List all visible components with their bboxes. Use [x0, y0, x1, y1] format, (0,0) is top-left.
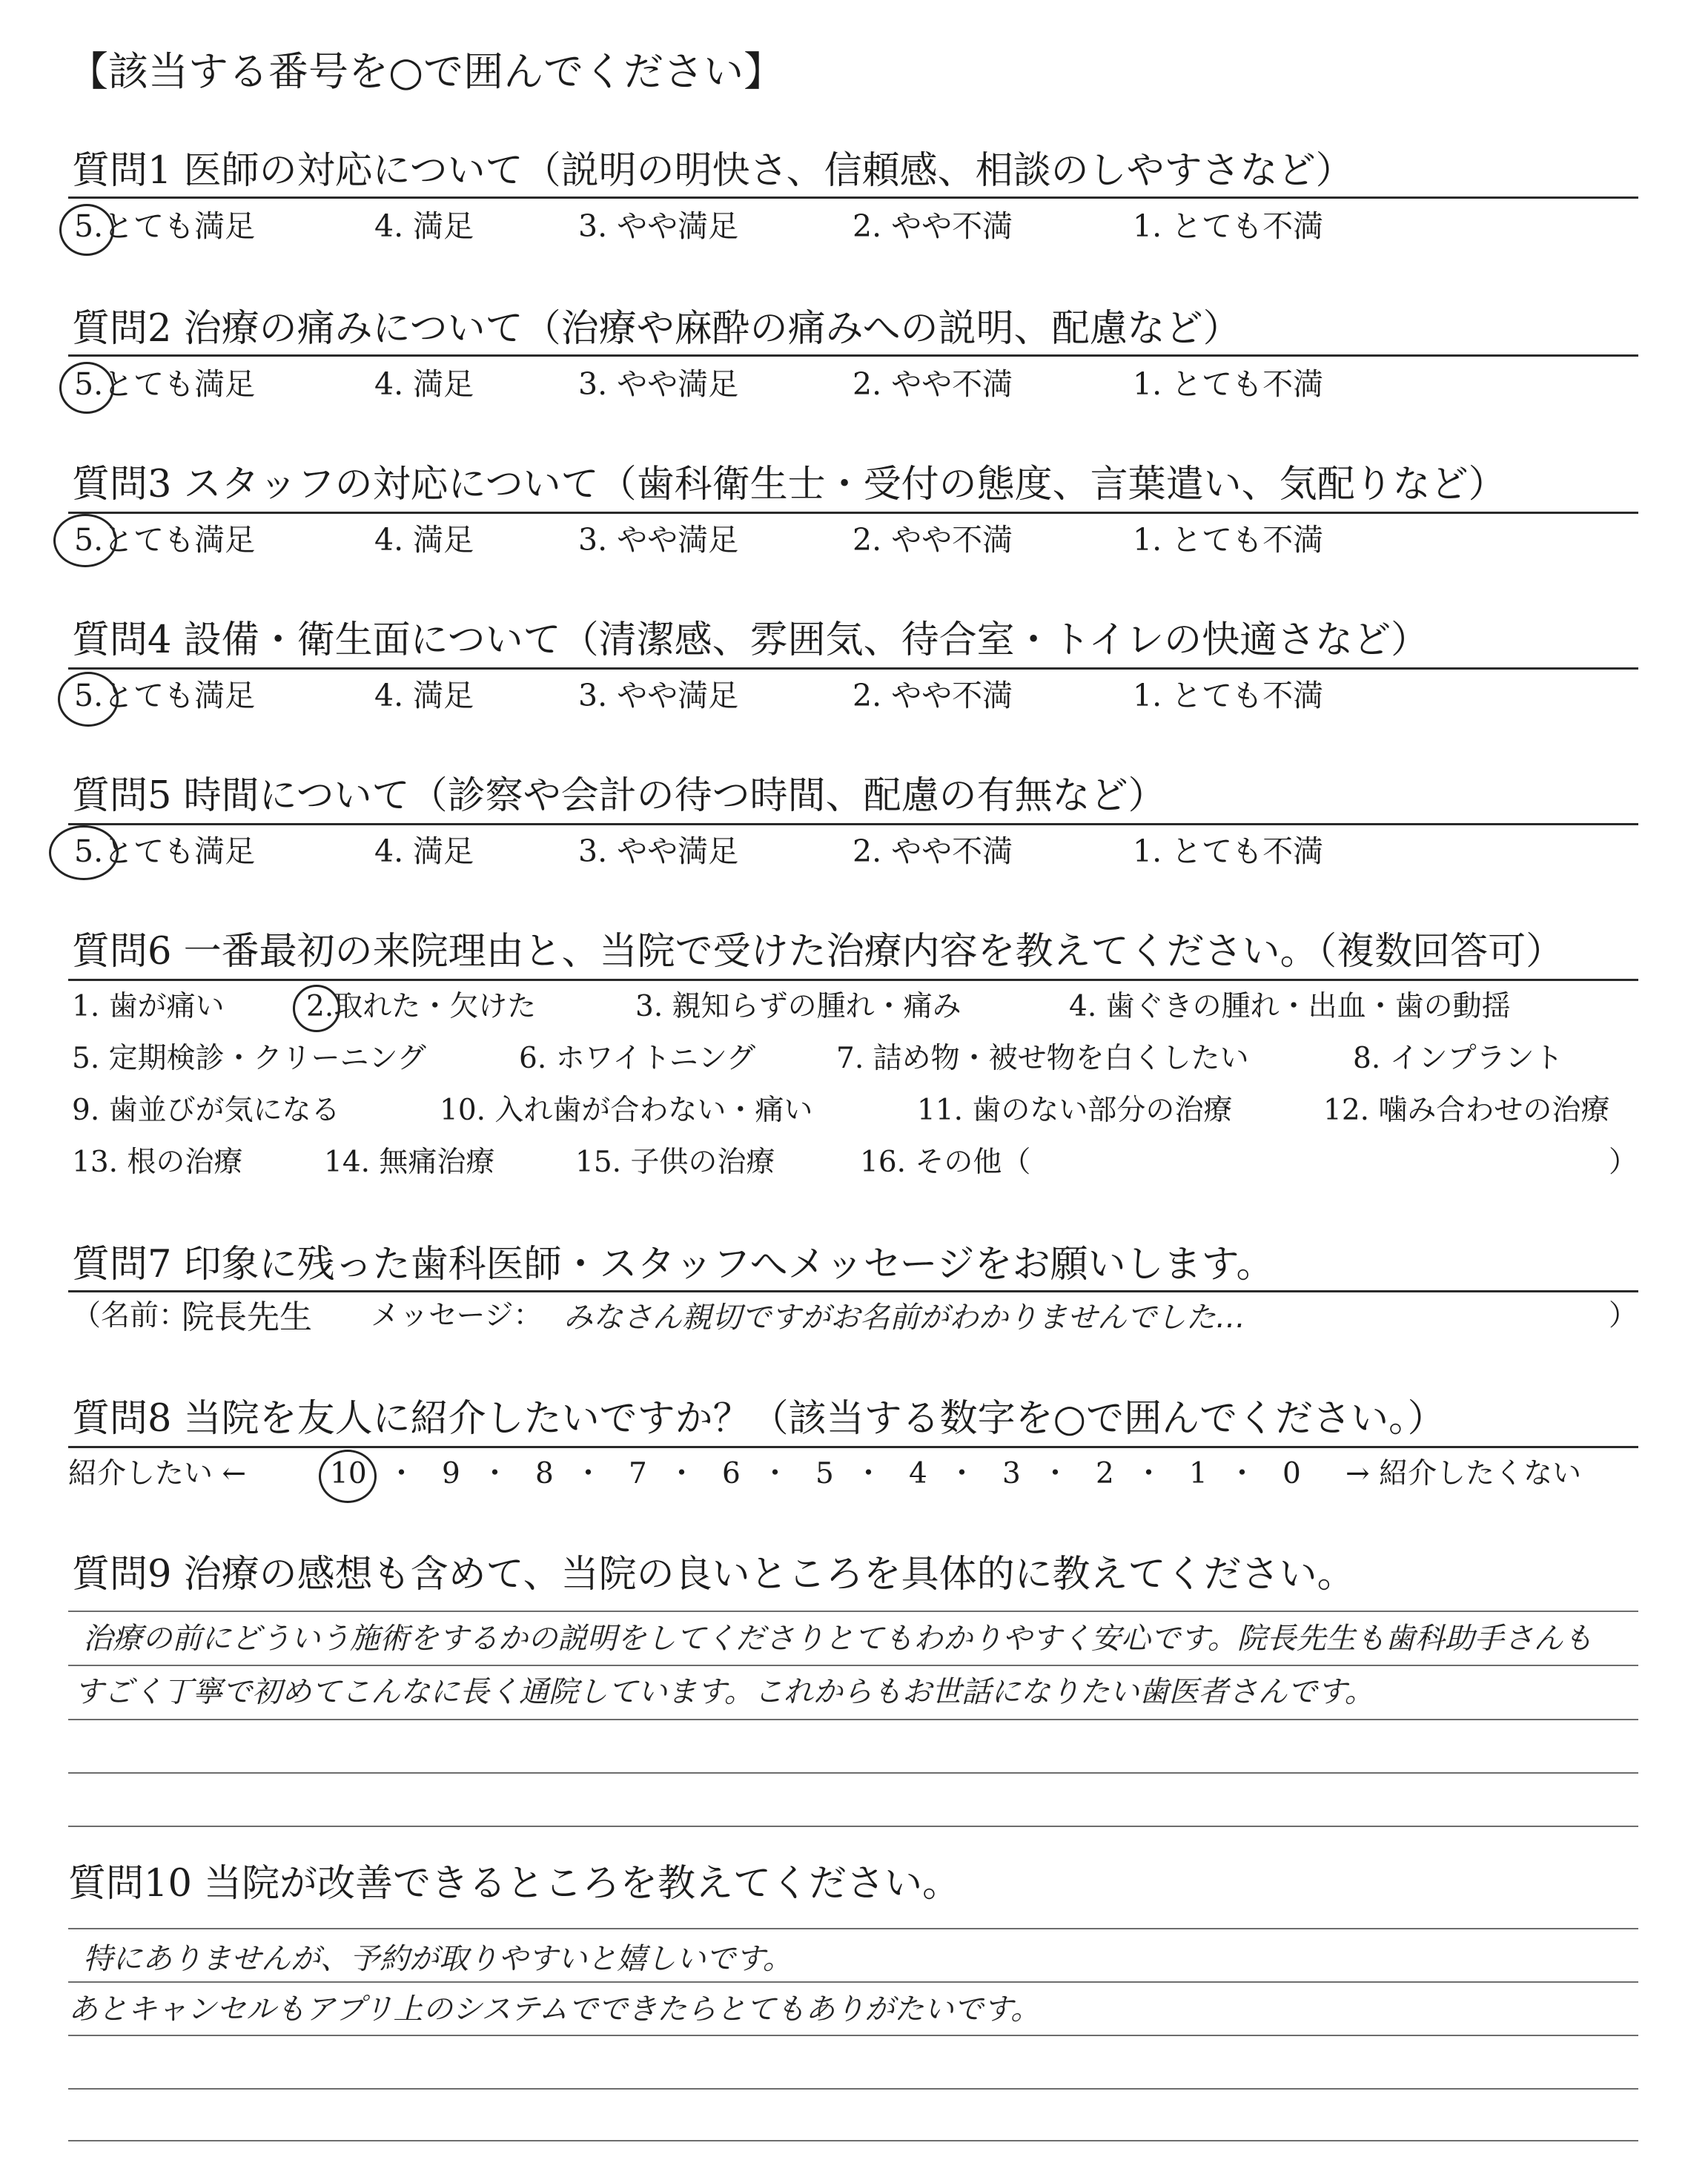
q8-scale-9[interactable]: 9 [442, 1457, 460, 1490]
q6-option-4[interactable]: 4. 歯ぐきの腫れ・出血・歯の動揺 [1069, 990, 1511, 1023]
question-4-label: 質問4 設備・衛生面について（清潔感、雰囲気、待合室・トイレの快適さなど） [72, 618, 1429, 662]
q2-option-5[interactable]: 5.とても満足 [74, 366, 256, 402]
q6-option-1[interactable]: 1. 歯が痛い [72, 990, 225, 1023]
q5-selection-circle [49, 825, 119, 880]
q2-selection-circle [59, 362, 114, 414]
q4-option-5[interactable]: 5.とても満足 [74, 678, 256, 713]
q10-rule-4 [68, 2088, 1638, 2090]
q6-option-12[interactable]: 12. 噛み合わせの治療 [1323, 1094, 1610, 1127]
q4-option-3[interactable]: 3. やや満足 [578, 678, 739, 713]
q3-option-4[interactable]: 4. 満足 [374, 522, 474, 558]
q8-scale-3[interactable]: 3 [1002, 1457, 1021, 1490]
q8-sep-10: ・ [1228, 1457, 1257, 1490]
question-9-label: 質問9 治療の感想も含めて、当院の良いところを具体的に教えてください。 [72, 1553, 1355, 1596]
q1-option-1[interactable]: 1. とても不満 [1133, 208, 1324, 244]
question-7-rule [68, 1290, 1638, 1292]
q8-scale-8[interactable]: 8 [535, 1457, 554, 1490]
question-5-label: 質問5 時間について（診察や会計の待つ時間、配慮の有無など） [72, 774, 1166, 818]
q8-sep-4: ・ [667, 1457, 697, 1490]
q3-option-5[interactable]: 5.とても満足 [74, 522, 256, 558]
q8-sep-7: ・ [947, 1457, 977, 1490]
q9-rule-4 [68, 1772, 1638, 1774]
q2-option-2[interactable]: 2. やや不満 [853, 366, 1013, 402]
q10-rule-3 [68, 2035, 1638, 2036]
question-1-label: 質問1 医師の対応について（説明の明快さ、信頼感、相談のしやすさなど） [72, 149, 1354, 193]
q8-sep-5: ・ [761, 1457, 790, 1490]
q1-option-2[interactable]: 2. やや不満 [853, 208, 1013, 244]
q6-option-2[interactable]: 2.取れた・欠けた [306, 990, 537, 1023]
q6-option-8[interactable]: 8. インプラント [1353, 1042, 1563, 1075]
q4-option-2[interactable]: 2. やや不満 [853, 678, 1013, 713]
q8-sep-9: ・ [1134, 1457, 1164, 1490]
q8-left-label: 紹介したい ← [68, 1457, 247, 1490]
q10-rule-1 [68, 1928, 1638, 1929]
q8-sep-1: ・ [387, 1457, 417, 1490]
q6-option-11[interactable]: 11. 歯のない部分の治療 [917, 1094, 1233, 1127]
q10-rule-5 [68, 2140, 1638, 2141]
q5-option-3[interactable]: 3. やや満足 [578, 833, 739, 869]
q7-name-value[interactable]: 院長先生 [182, 1298, 312, 1336]
q1-option-3[interactable]: 3. やや満足 [578, 208, 739, 244]
question-2-label: 質問2 治療の痛みについて（治療や麻酔の痛みへの説明、配慮など） [72, 307, 1241, 351]
q3-option-3[interactable]: 3. やや満足 [578, 522, 739, 558]
form-header: 【該当する番号を○で囲んでください】 [68, 48, 784, 95]
question-1-rule [68, 196, 1638, 199]
q6-option-16-close: ） [1609, 1146, 1638, 1179]
question-6-label: 質問6 一番最初の来院理由と、当院で受けた治療内容を教えてください。（複数回答可） [72, 930, 1564, 974]
q7-close-paren: ） [1609, 1299, 1638, 1332]
q6-option-10[interactable]: 10. 入れ歯が合わない・痛い [440, 1094, 813, 1127]
q7-name-label: （名前： [72, 1299, 188, 1332]
question-10-label: 質問10 当院が改善できるところを教えてください。 [68, 1862, 961, 1906]
question-3-label: 質問3 スタッフの対応について（歯科衛生士・受付の態度、言葉遣い、気配りなど） [72, 463, 1506, 506]
q8-scale-6[interactable]: 6 [722, 1457, 741, 1490]
q6-option-9[interactable]: 9. 歯並びが気になる [72, 1094, 340, 1127]
q1-selection-circle [59, 204, 114, 256]
q8-sep-8: ・ [1041, 1457, 1070, 1490]
q5-option-4[interactable]: 4. 満足 [374, 833, 474, 869]
question-8-label: 質問8 当院を友人に紹介したいですか？（該当する数字を○で囲んでください。） [72, 1397, 1446, 1441]
question-4-rule [68, 667, 1638, 670]
q9-answer-line-2[interactable]: すごく丁寧で初めてこんなに長く通院しています。これからもお世話になりたい歯医者さんです。 [74, 1675, 1374, 1709]
q6-option-7[interactable]: 7. 詰め物・被せ物を白くしたい [836, 1042, 1249, 1075]
q8-right-label: → 紹介したくない [1345, 1457, 1582, 1490]
q8-scale-10[interactable]: 10 [330, 1457, 367, 1490]
q5-option-5[interactable]: 5.とても満足 [74, 833, 256, 869]
q2-option-3[interactable]: 3. やや満足 [578, 366, 739, 402]
q6-option-3[interactable]: 3. 親知らずの腫れ・痛み [635, 990, 961, 1023]
q1-option-5[interactable]: 5.とても満足 [74, 208, 256, 244]
q10-answer-line-2[interactable]: あとキャンセルもアプリ上のシステムでできたらとてもありがたいです。 [68, 1992, 1041, 2027]
q6-option-16[interactable]: 16. その他（ [860, 1146, 1031, 1179]
question-2-rule [68, 354, 1638, 357]
question-3-rule [68, 512, 1638, 514]
q3-option-2[interactable]: 2. やや不満 [853, 522, 1013, 558]
q7-message-value[interactable]: みなさん親切ですがお名前がわかりませんでした… [563, 1301, 1245, 1335]
question-8-rule [68, 1446, 1638, 1448]
q5-option-2[interactable]: 2. やや不満 [853, 833, 1013, 869]
q7-message-label: メッセージ： [371, 1299, 543, 1332]
question-5-rule [68, 823, 1638, 825]
q10-rule-2 [68, 1981, 1638, 1983]
q4-selection-circle [58, 672, 119, 727]
q8-scale-1[interactable]: 1 [1189, 1457, 1208, 1490]
q6-option-15[interactable]: 15. 子供の治療 [575, 1146, 775, 1179]
q6-option-6[interactable]: 6. ホワイトニング [519, 1042, 756, 1075]
q9-rule-1 [68, 1611, 1638, 1612]
q10-answer-line-1[interactable]: 特にありませんが、予約が取りやすいと嬉しいです。 [83, 1942, 792, 1976]
q8-sep-3: ・ [574, 1457, 603, 1490]
q9-rule-3 [68, 1719, 1638, 1720]
q6-option-14[interactable]: 14. 無痛治療 [324, 1146, 495, 1179]
question-6-rule [68, 979, 1638, 981]
q3-option-1[interactable]: 1. とても不満 [1133, 522, 1324, 558]
q8-scale-7[interactable]: 7 [629, 1457, 647, 1490]
q8-scale-0[interactable]: 0 [1282, 1457, 1301, 1490]
q1-option-4[interactable]: 4. 満足 [374, 208, 474, 244]
q2-option-1[interactable]: 1. とても不満 [1133, 366, 1324, 402]
q9-rule-5 [68, 1826, 1638, 1827]
q6-selection-circle [293, 985, 340, 1032]
q4-option-1[interactable]: 1. とても不満 [1133, 678, 1324, 713]
q2-option-4[interactable]: 4. 満足 [374, 366, 474, 402]
q8-sep-2: ・ [480, 1457, 510, 1490]
q3-selection-circle [53, 514, 117, 567]
q8-scale-2[interactable]: 2 [1096, 1457, 1114, 1490]
q8-scale-5[interactable]: 5 [815, 1457, 834, 1490]
q8-sep-6: ・ [854, 1457, 884, 1490]
q6-option-13[interactable]: 13. 根の治療 [72, 1146, 243, 1179]
q9-rule-2 [68, 1665, 1638, 1666]
q8-scale-4[interactable]: 4 [909, 1457, 927, 1490]
q5-option-1[interactable]: 1. とても不満 [1133, 833, 1324, 869]
q4-option-4[interactable]: 4. 満足 [374, 678, 474, 713]
q9-answer-line-1[interactable]: 治療の前にどういう施術をするかの説明をしてくださりとてもわかりやすく安心です。院長先生も歯科助手さんも [83, 1622, 1593, 1656]
question-7-label: 質問7 印象に残った歯科医師・スタッフへメッセージをお願いします。 [72, 1243, 1274, 1287]
q6-option-5[interactable]: 5. 定期検診・クリーニング [72, 1042, 426, 1075]
q8-selection-circle [319, 1450, 377, 1503]
